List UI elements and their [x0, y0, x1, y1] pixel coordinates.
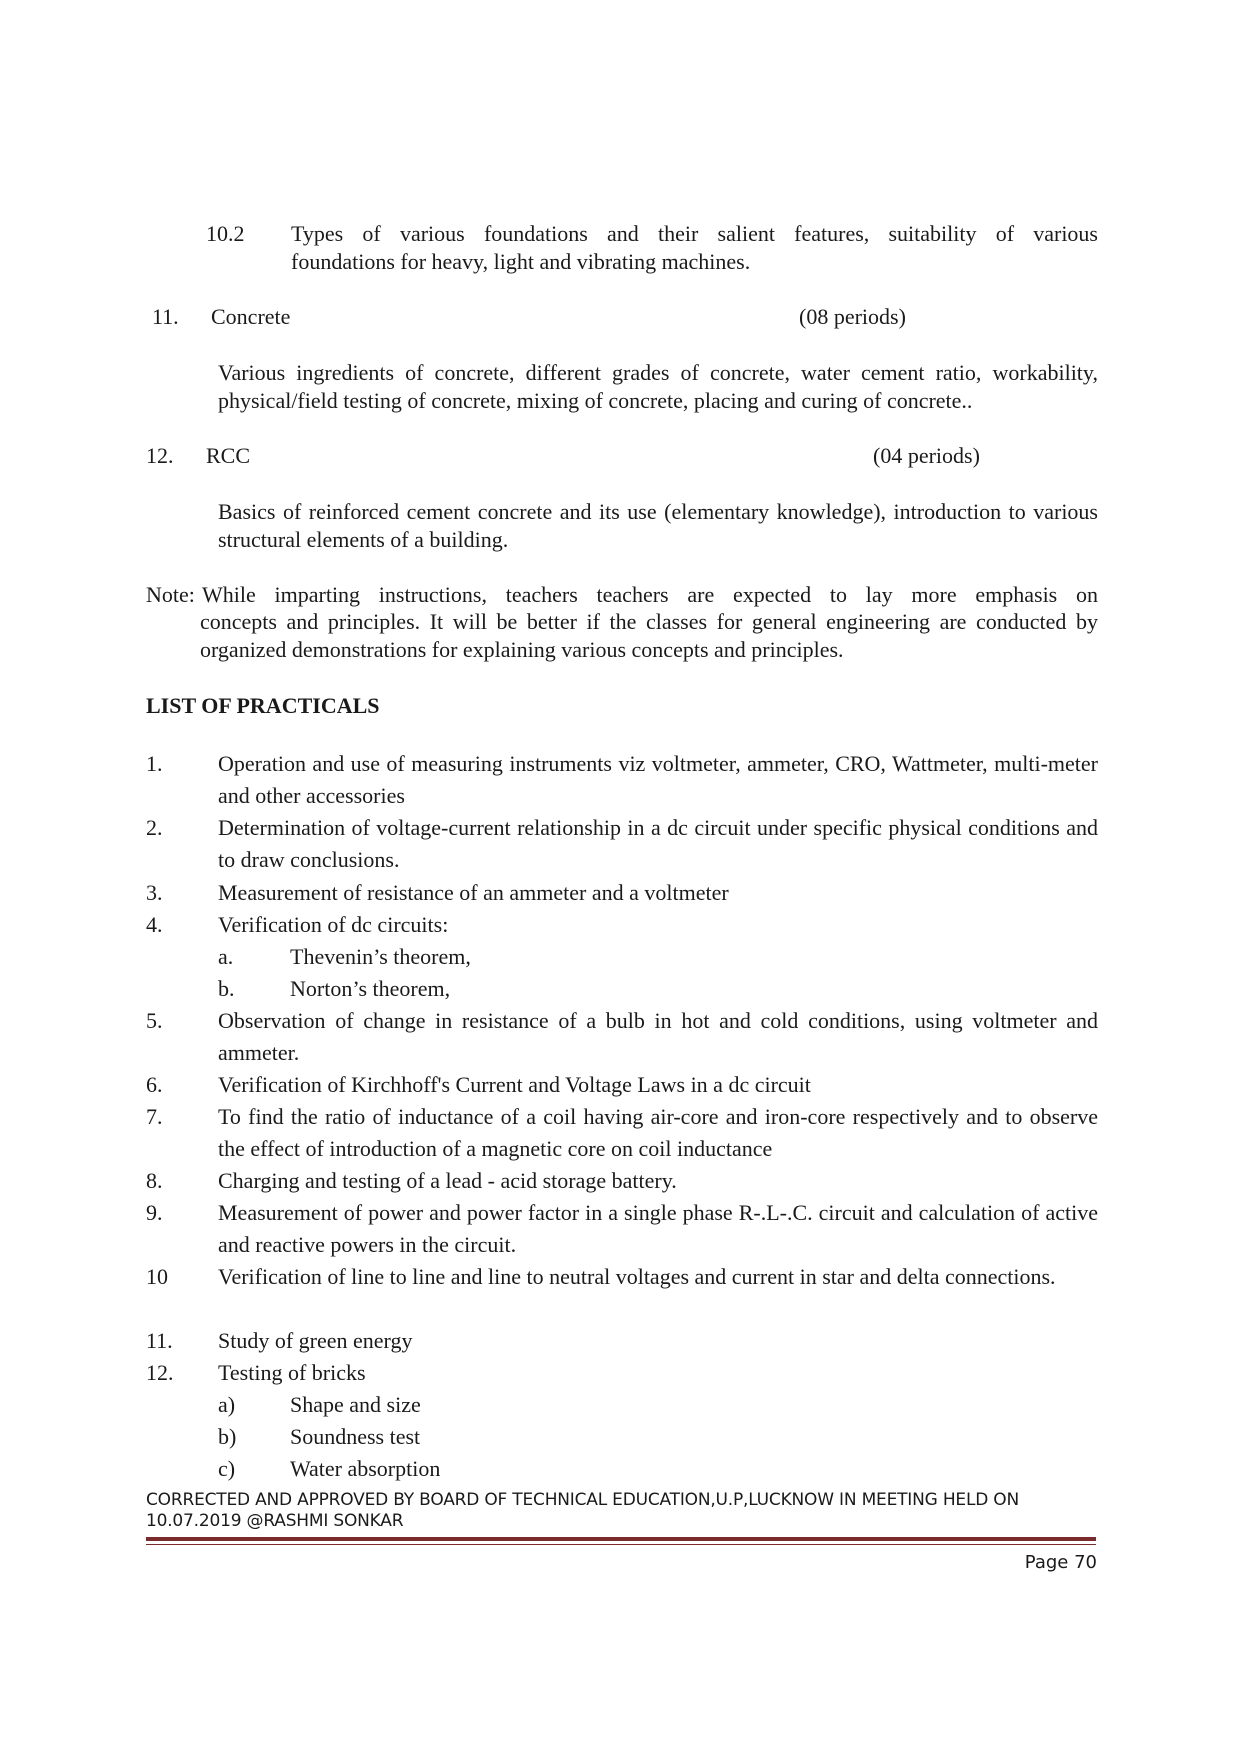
- practical-number: 5.: [146, 1008, 163, 1033]
- practical-number: 12.: [146, 1360, 174, 1385]
- section-10-2-number: 10.2: [206, 221, 245, 246]
- section-10-2-line1: Types of various foundations and their salient features, suitability of various: [291, 221, 1098, 246]
- practical-item: Testing of bricks: [218, 1360, 366, 1385]
- practical-number: 11.: [146, 1328, 173, 1353]
- section-12-number: 12.: [146, 443, 174, 468]
- practical-sub-item: Shape and size: [290, 1392, 421, 1417]
- practical-number: 6.: [146, 1072, 163, 1097]
- practical-item: Determination of voltage-current relationship in a dc circuit under specific physical conditions and to draw conclusions.: [218, 815, 1098, 872]
- practical-number: 7.: [146, 1104, 163, 1129]
- section-11-number: 11.: [152, 304, 179, 329]
- practical-sub-marker: a.: [218, 944, 234, 969]
- practical-item: Observation of change in resistance of a bulb in hot and cold conditions, using voltmeter and ammeter.: [218, 1008, 1098, 1065]
- practical-number: 1.: [146, 751, 163, 776]
- practical-sub-item: Soundness test: [290, 1424, 421, 1449]
- practicals-heading: LIST OF PRACTICALS: [146, 693, 380, 718]
- practical-number: 3.: [146, 880, 163, 905]
- practical-sub-marker: b): [218, 1424, 237, 1449]
- footer-approval-line2: 10.07.2019 @RASHMI SONKAR: [146, 1511, 404, 1531]
- section-10-2-line2: foundations for heavy, light and vibrating machines.: [291, 249, 751, 274]
- section-12-body: Basics of reinforced cement concrete and its use (elementary knowledge), introduction to various structural elements of a building.: [218, 499, 1098, 552]
- practical-sub-item: Water absorption: [290, 1456, 441, 1481]
- practical-number: 9.: [146, 1200, 163, 1225]
- practical-number: 2.: [146, 815, 163, 840]
- practical-item: Charging and testing of a lead - acid storage battery.: [218, 1168, 677, 1193]
- practical-number: 8.: [146, 1168, 163, 1193]
- practical-sub-marker: c): [218, 1456, 236, 1481]
- section-11-title: Concrete: [211, 304, 291, 329]
- footer-rule-thin: [146, 1544, 1096, 1545]
- practical-item: Measurement of power and power factor in a single phase R-.L-.C. circuit and calculation of active and reactive powers in the circuit.: [218, 1200, 1098, 1257]
- practical-number: 4.: [146, 912, 163, 937]
- practical-sub-item: Norton’s theorem,: [290, 976, 451, 1001]
- footer-rule-thick: [146, 1537, 1096, 1541]
- footer-approval-line1: CORRECTED AND APPROVED BY BOARD OF TECHNICAL EDUCATION,U.P,LUCKNOW IN MEETING HELD ON: [146, 1490, 1020, 1510]
- practical-item: Study of green energy: [218, 1328, 413, 1353]
- practical-item: To find the ratio of inductance of a coil having air-core and iron-core respectively and to observe the effect of introduction of a magnetic core on coil inductance: [218, 1104, 1098, 1161]
- practical-item: Verification of line to line and line to neutral voltages and current in star and delta connections.: [218, 1264, 1056, 1289]
- practical-item: Verification of Kirchhoff's Current and Voltage Laws in a dc circuit: [218, 1072, 811, 1097]
- note-body: concepts and principles. It will be better if the classes for general engineering are conducted by organized demonstrations for explaining various concepts and principles.: [200, 609, 1098, 662]
- practical-sub-marker: a): [218, 1392, 236, 1417]
- practical-sub-item: Thevenin’s theorem,: [290, 944, 471, 969]
- note-label: Note:: [146, 582, 195, 607]
- page-number: Page 70: [1024, 1552, 1097, 1573]
- note-first-line: While imparting instructions, teachers teachers are expected to lay more emphasis on: [202, 582, 1098, 607]
- practical-item: Verification of dc circuits:: [218, 912, 449, 937]
- section-11-body: Various ingredients of concrete, different grades of concrete, water cement ratio, workability, physical/field testing of concrete, mixing of concrete, placing and curing of concrete..: [218, 360, 1098, 413]
- practical-number: 10: [146, 1264, 168, 1289]
- section-12-title: RCC: [206, 443, 251, 468]
- section-12-periods: (04 periods): [873, 443, 980, 468]
- practical-item: Measurement of resistance of an ammeter and a voltmeter: [218, 880, 729, 905]
- section-11-periods: (08 periods): [799, 304, 906, 329]
- practical-item: Operation and use of measuring instruments viz voltmeter, ammeter, CRO, Wattmeter, multi-meter and other accessories: [218, 751, 1098, 808]
- practical-sub-marker: b.: [218, 976, 235, 1001]
